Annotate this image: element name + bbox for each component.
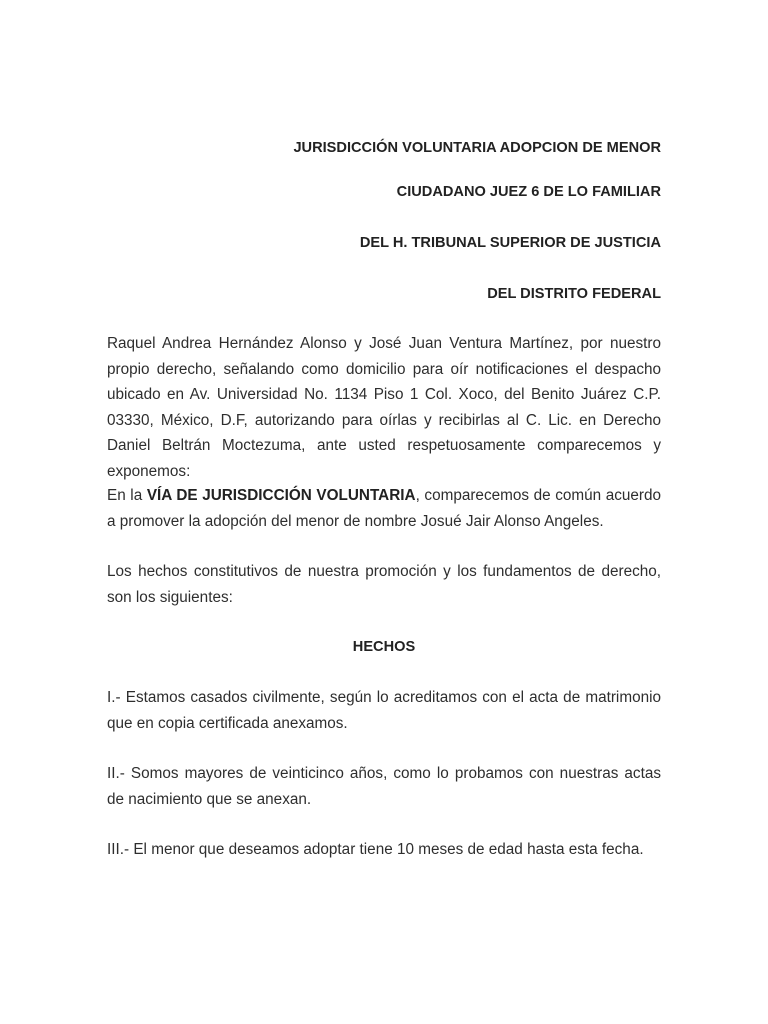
- hechos-title: HECHOS: [352, 639, 416, 655]
- intro-paragraph: Raquel Andrea Hernández Alonso y José Juan Ventura Martínez, por nuestro propio derecho, señalando como domicilio para oír notificaciones el despacho ubicado en Av. Universidad No. 1134 Piso 1 Col. Xoco, del Benito Juárez C.P. 03330, México, D.F, autorizando para oírlas y recibirlas al C. Lic. en Derecho Daniel Beltrán Moctezuma, ante usted respetuosamente comparecemos y exponemos:: [107, 335, 661, 480]
- hechos-intro-paragraph: Los hechos constitutivos de nuestra promoción y los fundamentos de derecho, son los siguientes:: [107, 563, 661, 606]
- via-bold: VÍA DE JURISDICCIÓN VOLUNTARIA: [146, 487, 416, 504]
- heading-line-2: CIUDADANO JUEZ 6 DE LO FAMILIAR: [396, 184, 661, 200]
- via-prefix: En la: [107, 487, 147, 504]
- hecho-item-3: III.- El menor que deseamos adoptar tiene 10 meses de edad hasta esta fecha.: [107, 841, 644, 858]
- heading-line-4: DEL DISTRITO FEDERAL: [487, 286, 661, 302]
- via-suffix: , comparecemos de común acuerdo a promover la adopción del menor de nombre Josué Jair Alonso Angeles.: [107, 487, 661, 530]
- via-paragraph: [107, 483, 661, 534]
- heading-line-1: JURISDICCIÓN VOLUNTARIA ADOPCION DE MENOR: [293, 140, 661, 156]
- heading-line-3: DEL H. TRIBUNAL SUPERIOR DE JUSTICIA: [359, 235, 661, 251]
- hecho-item-2: II.- Somos mayores de veinticinco años, como lo probamos con nuestras actas de nacimiento que se anexan.: [107, 765, 661, 808]
- hecho-item-1: I.- Estamos casados civilmente, según lo acreditamos con el acta de matrimonio que en copia certificada anexamos.: [107, 689, 661, 732]
